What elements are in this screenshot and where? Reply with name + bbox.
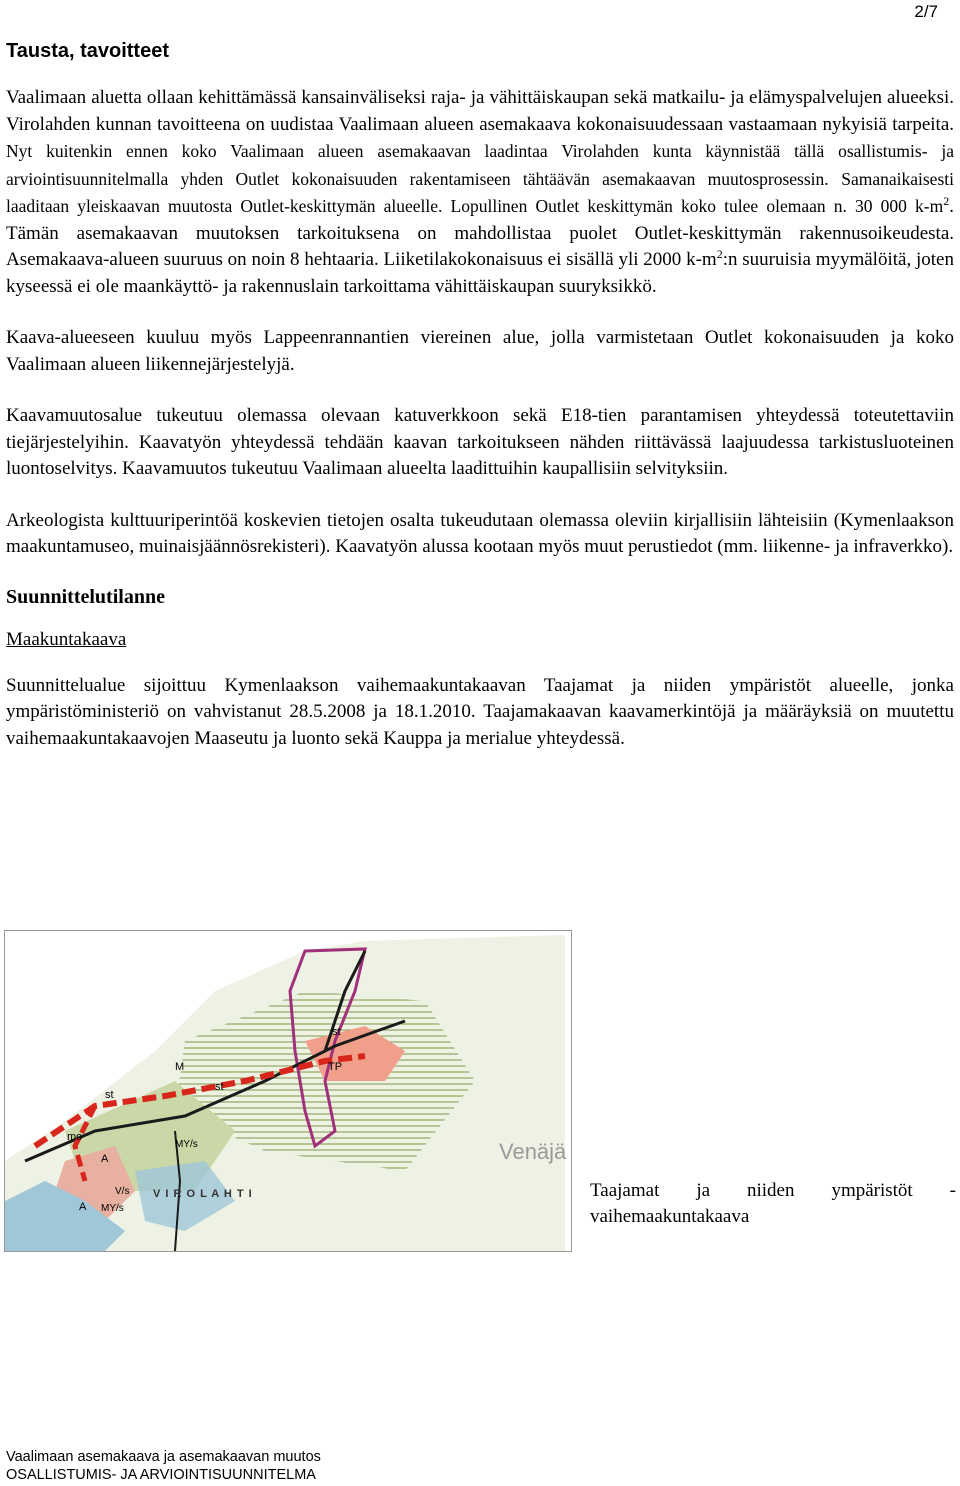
paragraph-archaeology: Arkeologista kulttuuriperintöä koskevien tietojen osalta tukeudutaan olemassa oleviin kirjallisiin lähteisiin (Kymenlaakson maakuntamuseo, muinaisjäännösrekisteri). Kaavatyön alussa kootaan myös muut perustiedot (mm. liikenne- ja infraverkko). [6,509,954,557]
paragraph-text: . Tämän asemakaavan muutoksen tarkoituksena on mahdollistaa puolet Outlet-keskittymän rakennusoikeudesta. Asemakaava-alueen suuruus on noin 8 hehtaaria. Liiketilakokonaisuus ei sisällä yli 2000 k-m [6,196,954,270]
caption-word: - [949,1180,956,1201]
caption-word: ja [696,1180,711,1201]
map-image [5,931,571,1251]
map-label: A [101,1153,109,1165]
paragraph-street-network: Kaavamuutosalue tukeutuu olemassa olevaan katuverkkoon sekä E18-tien parantamisen yhteydessä toteutettaviin tiejärjestelyihin. Kaavatyön yhteydessä tehdään kaavan tarkoitukseen nähden riittävässä laajuudessa tarkistusluoteinen luontoselvitys. Kaavamuutos tukeutuu Vaalimaan alueelta laadittuihin kaupallisiin selvityksiin. [6,405,954,479]
caption-word: Taajamat [590,1180,660,1201]
map-label: mo [67,1131,83,1143]
map-municipality-label: V I R O L A H T I [153,1188,253,1200]
superscript: 2 [943,194,950,208]
page-number: 2/7 [914,2,938,21]
page-footer [6,1448,321,1484]
paragraph-plan-area: Kaava-alueeseen kuuluu myös Lappeenrannantien viereinen alue, jolla varmistetaan Outlet kokonaisuuden ja koko Vaalimaan alueen liikennejärjestelyjä. [6,327,954,375]
map-label: TP [328,1061,343,1073]
paragraph-text: :n suuruisia myymälöitä, joten kyseessä ei ole maankäyttö- ja rakennuslain tarkoittama vähittäiskaupan suuryksikkö. [6,249,954,297]
map-label: st [215,1081,224,1093]
map-label: A [79,1201,87,1213]
heading-regional-plan: Maakuntakaava [6,628,127,650]
map-label: MY/s [101,1203,124,1214]
paragraph-regional-plan: Suunnittelualue sijoittuu Kymenlaakson vaihemaakuntakaavan Taajamat ja niiden ympäristöt alueelle, jonka ympäristöministeriö on vahvistanut 28.5.2008 ja 18.1.2010. Taajamakaavan kaavamerkintöjä ja määräyksiä on muutettu vaihemaakuntakaavojen Maaseutu ja luonto sekä Kauppa ja merialue yhteydessä. [6,674,954,749]
caption-line2: vaihemaakuntakaava [590,1206,750,1227]
map-label: st [105,1089,114,1101]
paragraph-text: Vaalimaan aluetta ollaan kehittämässä kansainväliseksi raja- ja vähittäiskaupan sekä matkailu- ja elämyspalvelujen alueeksi. Virolahden kunnan tavoitteena on uudistaa Vaalimaan alueen asemakaava kokonaisuudessaan vastaamaan nykyisiä tarpeita. [6,87,954,135]
heading-planning-situation: Suunnittelutilanne [6,585,165,608]
regional-plan-map [4,930,572,1252]
paragraph-text-sans: Nyt kuitenkin ennen koko Vaalimaan alueen asemakaavan laadintaa Virolahden kunta käynnistää tällä osallistumis- ja arviointisuunnitelmalla yhden Outlet kokonaisuuden rakentamiseen tähtäävän asemakaavan muutosprosessin. [6,141,954,189]
map-caption [590,1178,956,1230]
map-label: MY/s [175,1139,198,1150]
paragraph-text-sans: Samanaikaisesti laaditaan yleiskaavan muutosta Outlet-keskittymän alueelle. Lopullinen Outlet keskittymän koko tulee olemaan n. 30 000 k-m [6,168,954,216]
map-label: M [175,1061,185,1073]
caption-line1 [590,1178,956,1204]
footer-title: Vaalimaan asemakaava ja asemakaavan muutos [6,1449,321,1465]
map-country-label: Venäjä [499,1139,567,1164]
caption-word: ympäristöt [831,1180,913,1201]
caption-word: niiden [746,1180,795,1201]
footer-subtitle: OSALLISTUMIS- JA ARVIOINTISUUNNITELMA [6,1467,316,1483]
map-label: st [332,1026,341,1038]
section-title: Tausta, tavoitteet [6,40,169,62]
document-body [6,36,954,777]
paragraph-background [6,85,954,300]
map-label: V/s [115,1186,130,1197]
superscript: 2 [716,247,723,261]
